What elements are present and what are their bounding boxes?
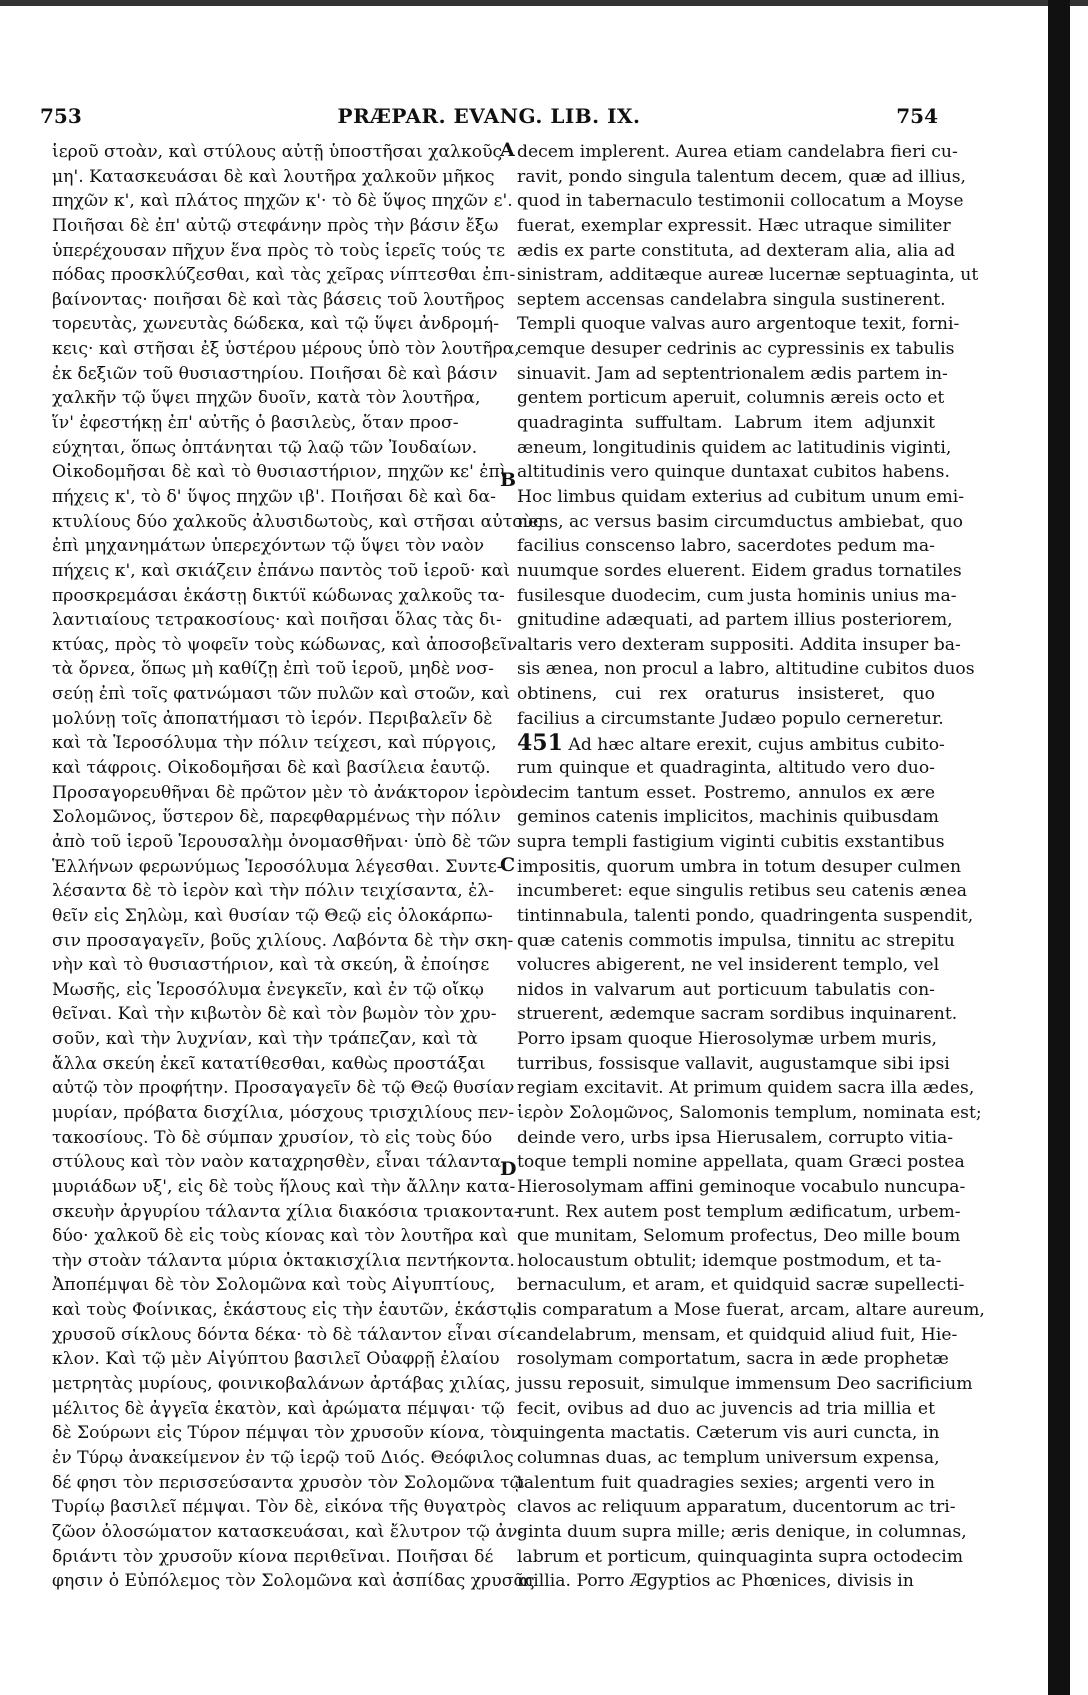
greek-text-line: χαλκῆν τῷ ὕψει πηχῶν δυοῖν, κατὰ τὸν λουτῆρα, bbox=[52, 388, 481, 409]
latin-text-line: incumberet: eque singulis retibus seu catenis ænea bbox=[517, 881, 968, 902]
greek-text-line: δὲ Σούρωνι εἰς Τύρον πέμψαι τὸν χρυσοῦν κίονα, τὸν bbox=[52, 1423, 521, 1444]
greek-text-line: τακοσίους. Τὸ δὲ σύμπαν χρυσίον, τὸ εἰς τοὺς δύο bbox=[52, 1127, 493, 1148]
latin-text-line: columnas duas, ac templum universum expensa, bbox=[517, 1447, 940, 1468]
greek-text-line: δριάντι τὸν χρυσοῦν κίονα περιθεῖναι. Ποιῆσαι δέ bbox=[52, 1546, 494, 1567]
greek-text-line: στύλους καὶ τὸν ναὸν καταχρησθὲν, εἶναι τάλαντα bbox=[52, 1152, 502, 1173]
running-title: PRÆPAR. EVANG. LIB. IX. bbox=[337, 104, 641, 128]
greek-text-line: προσκρεμάσαι ἑκάστῃ δικτύϊ κώδωνας χαλκοῦς τα- bbox=[52, 585, 505, 606]
greek-text-line: μη'. Κατασκευάσαι δὲ καὶ λουτῆρα χαλκοῦν μῆκος bbox=[52, 166, 495, 187]
latin-text-line: turribus, fossisque vallavit, augustamque sibi ipsi bbox=[517, 1053, 950, 1074]
latin-text-line: quæ catenis commotis impulsa, tinnitu ac strepitu bbox=[517, 930, 955, 951]
latin-text-line: rosolymam comportatum, sacra in æde prophetæ bbox=[517, 1349, 949, 1370]
latin-text-line: Hierosolymam affini geminoque vocabulo nuncupa- bbox=[517, 1176, 966, 1197]
latin-text-line: fusilesque duodecim, cum justa hominis unius ma- bbox=[517, 585, 957, 606]
latin-text-line: lis comparatum a Mose fuerat, arcam, altare aureum, bbox=[517, 1300, 985, 1321]
latin-text-line: regiam excitavit. At primum quidem sacra illa ædes, bbox=[517, 1078, 975, 1099]
greek-text-line: νὴν καὶ τὸ θυσιαστήριον, καὶ τὰ σκεύη, ἃ ἐποίησε bbox=[52, 955, 490, 976]
latin-text-line: Templi quoque valvas auro argentoque texit, forni- bbox=[517, 314, 960, 335]
latin-text-line: candelabrum, mensam, et quidquid aliud fuit, Hie- bbox=[517, 1324, 958, 1345]
latin-text-line: fecit, ovibus ad duo ac juvencis ad tria millia et bbox=[517, 1398, 935, 1419]
latin-text-column bbox=[517, 140, 985, 1594]
page-number-right: 754 bbox=[896, 104, 938, 128]
greek-text-line: καὶ τοὺς Φοίνικας, ἑκάστους εἰς τὴν ἑαυτῶν, ἑκάστῳ bbox=[52, 1300, 522, 1321]
greek-text-line: κλον. Καὶ τῷ μὲν Αἰγύπτου βασιλεῖ Οὐαφρῇ ἐλαίου bbox=[52, 1349, 500, 1370]
greek-text-line: ὑπερέχουσαν πῆχυν ἕνα πρὸς τὸ τοὺς ἱερεῖς τούς τε bbox=[52, 240, 506, 261]
latin-text-line: bernaculum, et aram, et quidquid sacræ supellecti- bbox=[517, 1275, 965, 1296]
greek-text-line: κτυλίους δύο χαλκοῦς ἀλυσιδωτοὺς, καὶ στῆσαι αὐτοὺς bbox=[52, 511, 543, 532]
page-number-left: 753 bbox=[40, 104, 82, 128]
latin-text-line bbox=[517, 730, 945, 757]
latin-text-line: tintinnabula, talenti pondo, quadringenta suspendit, bbox=[517, 905, 974, 926]
margin-marker-b: B bbox=[500, 469, 517, 491]
greek-text-line: αὐτῷ τὸν προφήτην. Προσαγαγεῖν δὲ τῷ Θεῷ θυσίαν bbox=[52, 1078, 515, 1099]
scan-edge-top bbox=[0, 0, 1088, 6]
greek-text-line: πήχεις κ', καὶ σκιάζειν ἐπάνω παντὸς τοῦ ἱεροῦ· καὶ bbox=[52, 560, 511, 581]
latin-text-line: jussu reposuit, simulque immensum Deo sacrificium bbox=[517, 1374, 973, 1395]
latin-text-line: facilius conscenso labro, sacerdotes pedum ma- bbox=[517, 536, 935, 557]
latin-text-line: æneum, longitudinis quidem ac latitudinis viginti, bbox=[517, 437, 952, 458]
latin-text-line: que munitam, Selomum profectus, Deo mille boum bbox=[517, 1226, 961, 1247]
greek-text-line: τορευτὰς, χωνευτὰς δώδεκα, καὶ τῷ ὕψει ἀνδρομή- bbox=[52, 314, 500, 335]
greek-text-line: ἐν Τύρῳ ἀνακείμενον ἐν τῷ ἱερῷ τοῦ Διός. Θεόφιλος bbox=[52, 1447, 514, 1468]
greek-text-line: σεύῃ ἐπὶ τοῖς φατνώμασι τῶν πυλῶν καὶ στοῶν, καὶ bbox=[52, 684, 511, 705]
latin-text-line: runt. Rex autem post templum ædificatum, urbem- bbox=[517, 1201, 961, 1222]
latin-text-line: nuumque sordes eluerent. Eidem gradus tornatiles bbox=[517, 560, 962, 581]
greek-text-line: ἀπὸ τοῦ ἱεροῦ Ἱερουσαλὴμ ὀνομασθῆναι· ὑπὸ δὲ τῶν bbox=[52, 831, 511, 852]
greek-text-line: πόδας προσκλύζεσθαι, καὶ τὰς χεῖρας νίπτεσθαι ἐπι- bbox=[52, 265, 516, 286]
greek-text-line: Ἑλλήνων φερωνύμως Ἱεροσόλυμα λέγεσθαι. Συντε- bbox=[52, 856, 503, 877]
greek-text-line: μετρητὰς μυρίους, φοινικοβαλάνων ἀρτάβας χιλίας, bbox=[52, 1374, 511, 1395]
latin-text-line: nens, ac versus basim circumductus ambiebat, quo bbox=[517, 511, 964, 532]
greek-text-line: λέσαντα δὲ τὸ ἱερὸν καὶ τὴν πόλιν τειχίσαντα, ἐλ- bbox=[52, 881, 495, 902]
greek-text-line: μυριάδων υξ', εἰς δὲ τοὺς ἥλους καὶ τὴν ἄλλην κατα- bbox=[52, 1176, 516, 1197]
latin-text-line: geminos catenis implicitos, machinis quibusdam bbox=[517, 807, 939, 828]
latin-text-line: sis ænea, non procul a labro, altitudine cubitos duos bbox=[517, 659, 975, 680]
latin-text-line: altaris vero dexteram suppositi. Addita insuper ba- bbox=[517, 634, 961, 655]
latin-text-line: Hoc limbus quidam exterius ad cubitum unum emi- bbox=[517, 486, 965, 507]
greek-text-line: ἐκ δεξιῶν τοῦ θυσιαστηρίου. Ποιῆσαι δὲ καὶ βάσιν bbox=[52, 363, 498, 384]
greek-text-line: Μωσῆς, εἰς Ἱεροσόλυμα ἐνεγκεῖν, καὶ ἐν τῷ οἴκῳ bbox=[52, 979, 484, 1000]
greek-text-line: Προσαγορευθῆναι δὲ πρῶτον μὲν τὸ ἀνάκτορον ἱερὸν bbox=[52, 782, 521, 803]
greek-text-line: ἵν' ἐφεστήκῃ ἐπ' αὐτῆς ὁ βασιλεὺς, ὅταν προσ- bbox=[52, 413, 459, 434]
greek-text-line: ἄλλα σκεύη ἐκεῖ κατατίθεσθαι, καθὼς προστάξαι bbox=[52, 1053, 486, 1074]
latin-text-line: supra templi fastigium viginti cubitis exstantibus bbox=[517, 831, 945, 852]
greek-text-line: βαίνοντας· ποιῆσαι δὲ καὶ τὰς βάσεις τοῦ λουτῆρος bbox=[52, 289, 505, 310]
greek-text-line: πηχῶν κ', καὶ πλάτος πηχῶν κ'· τὸ δὲ ὕψος πηχῶν ε'. bbox=[52, 191, 513, 212]
greek-text-line: κεις· καὶ στῆσαι ἐξ ὑστέρου μέρους ὑπὸ τὸν λουτῆρα, bbox=[52, 339, 520, 360]
greek-text-line: Σολομῶνος, ὕστερον δὲ, παρεφθαρμένως τὴν πόλιν bbox=[52, 807, 501, 828]
greek-text-line: δύο· χαλκοῦ δὲ εἰς τοὺς κίονας καὶ τὸν λουτῆρα καὶ bbox=[52, 1226, 509, 1247]
latin-text-line: nidos in valvarum aut porticuum tabulatis con- bbox=[517, 979, 935, 1000]
greek-text-line: καὶ τὰ Ἱεροσόλυμα τὴν πόλιν τείχεσι, καὶ πύργοις, bbox=[52, 733, 497, 754]
page-header bbox=[40, 104, 938, 134]
latin-text-line: altitudinis vero quinque duntaxat cubitos habens. bbox=[517, 462, 950, 483]
greek-text-line: φησιν ὁ Εὐπόλεμος τὸν Σολομῶνα καὶ ἀσπίδας χρυσᾶς bbox=[52, 1571, 535, 1592]
greek-text-line: Οἰκοδομῆσαι δὲ καὶ τὸ θυσιαστήριον, πηχῶν κε' ἐπὶ bbox=[52, 462, 507, 483]
latin-text-line: sinuavit. Jam ad septentrionalem ædis partem in- bbox=[517, 363, 948, 384]
latin-text-line: volucres abigerent, ne vel insiderent templo, vel bbox=[517, 955, 940, 976]
latin-text-line: labrum et porticum, quinquaginta supra octodecim bbox=[517, 1546, 964, 1567]
latin-text-line: holocaustum obtulit; idemque postmodum, et ta- bbox=[517, 1250, 942, 1271]
greek-text-line: σιν προσαγαγεῖν, βοῦς χιλίους. Λαβόντα δὲ τὴν σκη- bbox=[52, 930, 514, 951]
latin-text-line: decem implerent. Aurea etiam candelabra fieri cu- bbox=[517, 142, 958, 162]
latin-text-line: quod in tabernaculo testimonii collocatum a Moyse bbox=[517, 191, 964, 212]
latin-text-line: Porro ipsam quoque Hierosolymæ urbem muris, bbox=[517, 1029, 938, 1050]
margin-marker-c: C bbox=[500, 854, 516, 876]
greek-text-line: μυρίαν, πρόβατα δισχίλια, μόσχους τρισχιλίους πεν- bbox=[52, 1102, 515, 1123]
greek-text-line: θεῖν εἰς Σηλὼμ, καὶ θυσίαν τῷ Θεῷ εἰς ὁλοκάρπω- bbox=[52, 905, 493, 926]
greek-text-line: τὰ ὄρνεα, ὅπως μὴ καθίζῃ ἐπὶ τοῦ ἱεροῦ, μηδὲ νοσ- bbox=[52, 659, 494, 680]
latin-text-line: millia. Porro Ægyptios ac Phœnices, divisis in bbox=[517, 1571, 914, 1592]
latin-text-line: septem accensas candelabra singula sustinerent. bbox=[517, 289, 946, 310]
latin-text-line: gentem porticum aperuit, columnis æreis octo et bbox=[517, 388, 945, 409]
latin-text-line: rum quinque et quadraginta, altitudo vero duo- bbox=[517, 758, 935, 779]
latin-text-line: decim tantum esset. Postremo, annulos ex ære bbox=[517, 782, 935, 803]
greek-text-line: Ἀποπέμψαι δὲ τὸν Σολομῶνα καὶ τοὺς Αἰγυπτίους, bbox=[52, 1275, 496, 1296]
latin-text-line: deinde vero, urbs ipsa Hierusalem, corrupto vitia- bbox=[517, 1127, 954, 1148]
greek-text-line: τὴν στοὰν τάλαντα μύρια ὀκτακισχίλια πεντήκοντα. bbox=[52, 1250, 515, 1271]
latin-text-line: talentum fuit quadragies sexies; argenti vero in bbox=[517, 1472, 935, 1493]
greek-text-line: μέλιτος δὲ ἀγγεῖα ἑκατὸν, καὶ ἀρώματα πέμψαι· τῷ bbox=[52, 1398, 505, 1419]
greek-text-line: δέ φησι τὸν περισσεύσαντα χρυσὸν τὸν Σολομῶνα τῷ bbox=[52, 1472, 524, 1493]
latin-text-line: struerent, ædemque sacram sordibus inquinarent. bbox=[517, 1004, 958, 1025]
latin-text-line: gnitudine adæquati, ad partem illius posteriorem, bbox=[517, 610, 953, 631]
margin-marker-a: A bbox=[500, 139, 515, 161]
latin-text-line: cemque desuper cedrinis ac cypressinis ex tabulis bbox=[517, 339, 955, 360]
latin-text-line: sinistram, additæque aureæ lucernæ septuaginta, ut bbox=[517, 265, 979, 286]
latin-text-line: clavos ac reliquum apparatum, ducentorum ac tri- bbox=[517, 1497, 956, 1518]
greek-text-line: κτύας, πρὸς τὸ ψοφεῖν τοὺς κώδωνας, καὶ ἀποσοβεῖν bbox=[52, 634, 518, 655]
latin-text-line: quingenta mactatis. Cæterum vis auri cuncta, in bbox=[517, 1423, 940, 1444]
latin-text-line-text: Ad hæc altare erexit, cujus ambitus cubito- bbox=[568, 735, 945, 756]
latin-text-line: ravit, pondo singula talentum decem, quæ ad illius, bbox=[517, 166, 966, 187]
latin-text-line: ἱερὸν Σολομῶνος, Salomonis templum, nominata est; bbox=[517, 1102, 982, 1123]
greek-text-line: χρυσοῦ σίκλους δόντα δέκα· τὸ δὲ τάλαντον εἶναι σί- bbox=[52, 1324, 522, 1345]
latin-text-line: toque templi nomine appellata, quam Græci postea bbox=[517, 1152, 965, 1173]
latin-text-line: quadraginta suffultam. Labrum item adjunxit bbox=[517, 413, 935, 434]
greek-text-line: σοῦν, καὶ τὴν λυχνίαν, καὶ τὴν τράπεζαν, καὶ τὰ bbox=[52, 1029, 478, 1050]
latin-text-line: ginta duum supra mille; æris denique, in columnas, bbox=[517, 1521, 967, 1542]
greek-text-line: σκευὴν ἀργυρίου τάλαντα χίλια διακόσια τριακοντα- bbox=[52, 1201, 520, 1222]
greek-text-line: Τυρίῳ βασιλεῖ πέμψαι. Τὸν δὲ, εἰκόνα τῆς θυγατρὸς bbox=[52, 1497, 507, 1518]
scan-edge-right bbox=[1048, 0, 1070, 1695]
greek-text-line: εύχηται, ὅπως ὀπτάνηται τῷ λαῷ τῶν Ἰουδαίων. bbox=[52, 437, 478, 458]
greek-text-line: λαντιαίους τετρακοσίους· καὶ ποιῆσαι ὅλας τὰς δι- bbox=[52, 610, 502, 631]
greek-text-line: πήχεις κ', τὸ δ' ὕψος πηχῶν ιβ'. Ποιῆσαι δὲ καὶ δα- bbox=[52, 486, 496, 507]
latin-text-line: ædis ex parte constituta, ad dexteram alia, alia ad bbox=[517, 240, 956, 261]
latin-text-line: fuerat, exemplar expressit. Hæc utraque similiter bbox=[517, 215, 951, 236]
greek-text-line: Ποιῆσαι δὲ ἐπ' αὐτῷ στεφάνην πρὸς τὴν βάσιν ἔξω bbox=[52, 215, 499, 236]
greek-text-line: καὶ τάφροις. Οἰκοδομῆσαι δὲ καὶ βασίλεια ἑαυτῷ. bbox=[52, 758, 491, 779]
latin-text-line: impositis, quorum umbra in totum desuper culmen bbox=[517, 856, 962, 877]
greek-text-line: ἐπὶ μηχανημάτων ὑπερεχόντων τῷ ὕψει τὸν ναὸν bbox=[52, 536, 485, 557]
greek-text-line: μολύνῃ τοῖς ἀποπατήμασι τὸ ἱερόν. Περιβαλεῖν δὲ bbox=[52, 708, 493, 729]
margin-marker-d: D bbox=[500, 1158, 517, 1180]
greek-text-line: ζῶον ὁλοσώματον κατασκευάσαι, καὶ ἔλυτρον τῷ ἀν- bbox=[52, 1521, 524, 1542]
greek-text-line: θεῖναι. Καὶ τὴν κιβωτὸν δὲ καὶ τὸν βωμὸν τὸν χρυ- bbox=[52, 1004, 497, 1025]
latin-text-line: obtinens, cui rex oraturus insisteret, quo bbox=[517, 684, 935, 705]
greek-text-line: ἱεροῦ στοὰν, καὶ στύλους αὐτῇ ὑποστῆσαι χαλκοῦς bbox=[52, 142, 503, 162]
latin-text-line: facilius a circumstante Judæo populo cerneretur. bbox=[517, 708, 944, 729]
section-number: 451 bbox=[517, 730, 563, 757]
